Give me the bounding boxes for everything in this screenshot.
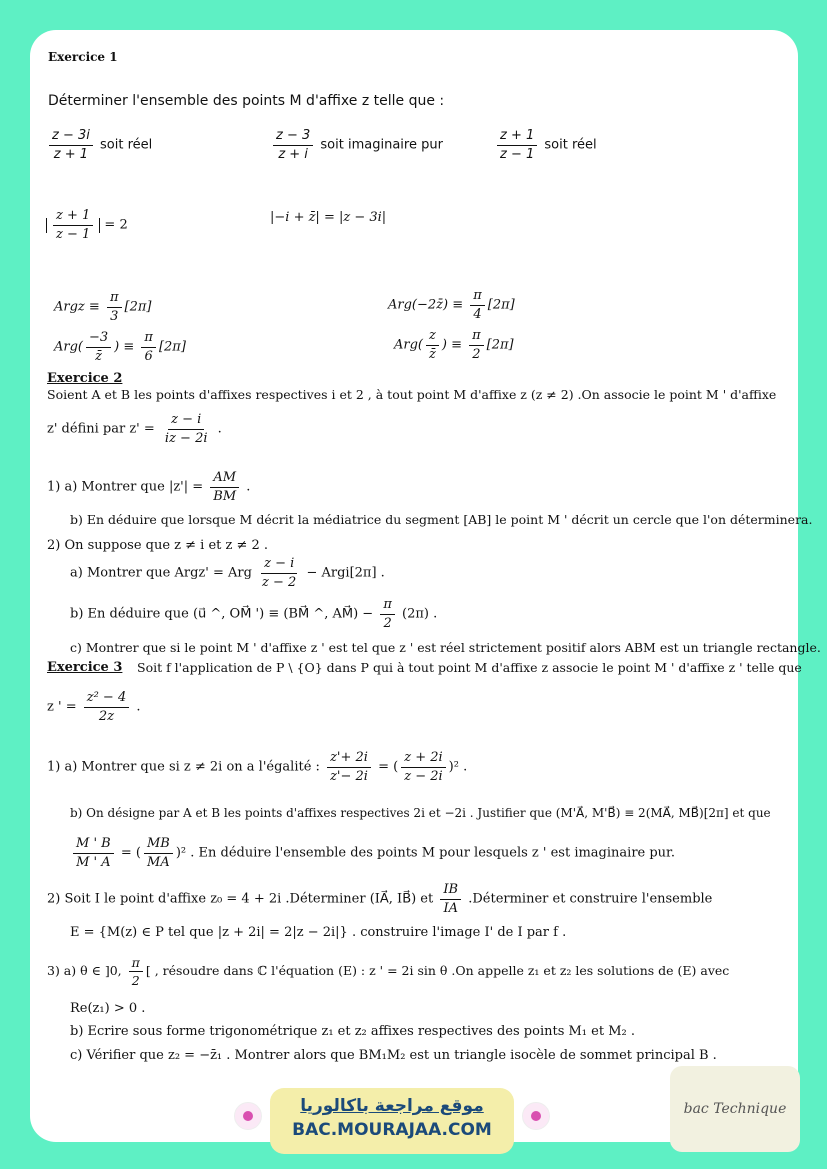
ex1-intro: Déterminer l'ensemble des points M d'affixe z telle que :	[48, 93, 445, 109]
ex3-q1b: b) On désigne par A et B les points d'affixes respectives 2i et −2i . Justifier que (M'A⃗, M'B⃗) ≡ 2(MA⃗, MB⃗)[2π] et que	[70, 806, 771, 820]
ex1-condition-2: $\frac{z - 3}{z + i}$ soit imaginaire pur	[270, 128, 443, 162]
ex3-q3a: 3) a) θ ∈ ]0, $\frac{\pi}{2}$ [ , résoudre dans ℂ l'équation (E) : z ' = 2i sin θ .On appelle z₁ et z₂ les solutions de (E) avec	[47, 955, 730, 988]
ex3-q1a: 1) a) Montrer que si z ≠ 2i on a l'égalité : $\frac{z'+ 2i}{z'- 2i}$ = ( $\frac{z + 2i}{z - 2i}$ )² .	[47, 750, 468, 784]
ex2-q2c: c) Montrer que si le point M ' d'affixe z ' est tel que z ' est réel strictement positif alors ABM est un triangle rectangle.	[70, 640, 821, 655]
ex3-title: Exercice 3	[47, 660, 123, 675]
ex1-condition-1: $\frac{z - 3i}{z + 1}$ soit réel	[46, 128, 152, 162]
site-logo-icon-right	[522, 1102, 550, 1130]
ex2-q2: 2) On suppose que z ≠ i et z ≠ 2 .	[47, 538, 269, 553]
ex2-q1b: b) En déduire que lorsque M décrit la médiatrice du segment [AB] le point M ' décrit un cercle que l'on déterminera.	[70, 512, 813, 527]
site-name-arabic: موقع مراجعة باكالوريا	[300, 1096, 484, 1116]
ex3-statement: Soit f l'application de P \ {O} dans P qui à tout point M d'affixe z associe le point M ' d'affixe z ' telle que	[137, 660, 802, 675]
ex2-title: Exercice 2	[47, 371, 123, 386]
ex1-condition-4: $\frac{z + 1}{z - 1}$ = 2	[46, 208, 128, 242]
ex3-definition: z ' = $\frac{\text{z² − 4}}{2z}$ .	[47, 690, 141, 724]
ex3-q2-set: E = {M(z) ∈ P tel que |z + 2i| = 2|z − 2i|} . construire l'image I' de I par f .	[70, 925, 567, 940]
ex3-q3c: c) Vérifier que z₂ = −z̄₁ . Montrer alors que BM₁M₂ est un triangle isocèle de sommet principal B .	[70, 1048, 717, 1063]
ex3-q2: 2) Soit I le point d'affixe z₀ = 4 + 2i .Déterminer (IA⃗, IB⃗) et $\frac{IB}{IA}$ .Déterminer et construire l'ensemble	[47, 882, 713, 916]
bac-technique-stamp: bac Technique	[670, 1066, 800, 1152]
ex1-condition-3: $\frac{z + 1}{z - 1}$ soit réel	[494, 128, 597, 162]
ex1-title: Exercice 1	[48, 50, 118, 64]
ex1-condition-6: Argz ≡ $\frac{\pi}{3}$ [2π]	[54, 290, 152, 324]
ex3-q1b-ratio: $\frac{M ' B}{M ' A}$ = ( $\frac{MB}{MA}$ )² . En déduire l'ensemble des points M pour lesquels z ' est imaginaire pur.	[70, 836, 675, 870]
ex1-condition-7: Arg(−2z̄) ≡ $\frac{\pi}{4}$ [2π]	[388, 288, 515, 322]
ex2-q2a: a) Montrer que Argz' = Arg $\frac{z - i}{z - 2}$ − Argi[2π] .	[70, 556, 385, 590]
ex3-q3a-condition: Re(z₁) > 0 .	[70, 1001, 146, 1016]
site-url-link[interactable]: BAC.MOURAJAA.COM	[292, 1120, 492, 1140]
ex1-condition-9: Arg( $\frac{z}{z̄}$ ) ≡ $\frac{\pi}{2}$ [2π]	[394, 328, 514, 362]
ex1-condition-8: Arg( $\frac{-3}{z̄}$ ) ≡ $\frac{\pi}{6}$ [2π]	[54, 330, 186, 364]
ex2-definition: z' défini par z' = $\frac{z - i}{iz - 2i}$ .	[47, 412, 222, 446]
site-banner[interactable]	[270, 1088, 514, 1154]
site-logo-icon	[234, 1102, 262, 1130]
ex2-q1a: 1) a) Montrer que |z'| = $\frac{AM}{BM}$ .	[47, 470, 251, 504]
ex2-statement: Soient A et B les points d'affixes respectives i et 2 , à tout point M d'affixe z (z ≠ 2) .On associe le point M ' d'affixe	[47, 387, 777, 402]
ex3-q3b: b) Ecrire sous forme trigonométrique z₁ et z₂ affixes respectives des points M₁ et M₂ .	[70, 1024, 635, 1039]
ex2-q2b: b) En déduire que (u⃗ ^, OM⃗ ') ≡ (BM⃗ ^, AM⃗) − $\frac{\pi}{2}$ (2π) .	[70, 597, 438, 631]
ex1-condition-5: |−i + z̄| = |z − 3i|	[270, 210, 387, 225]
